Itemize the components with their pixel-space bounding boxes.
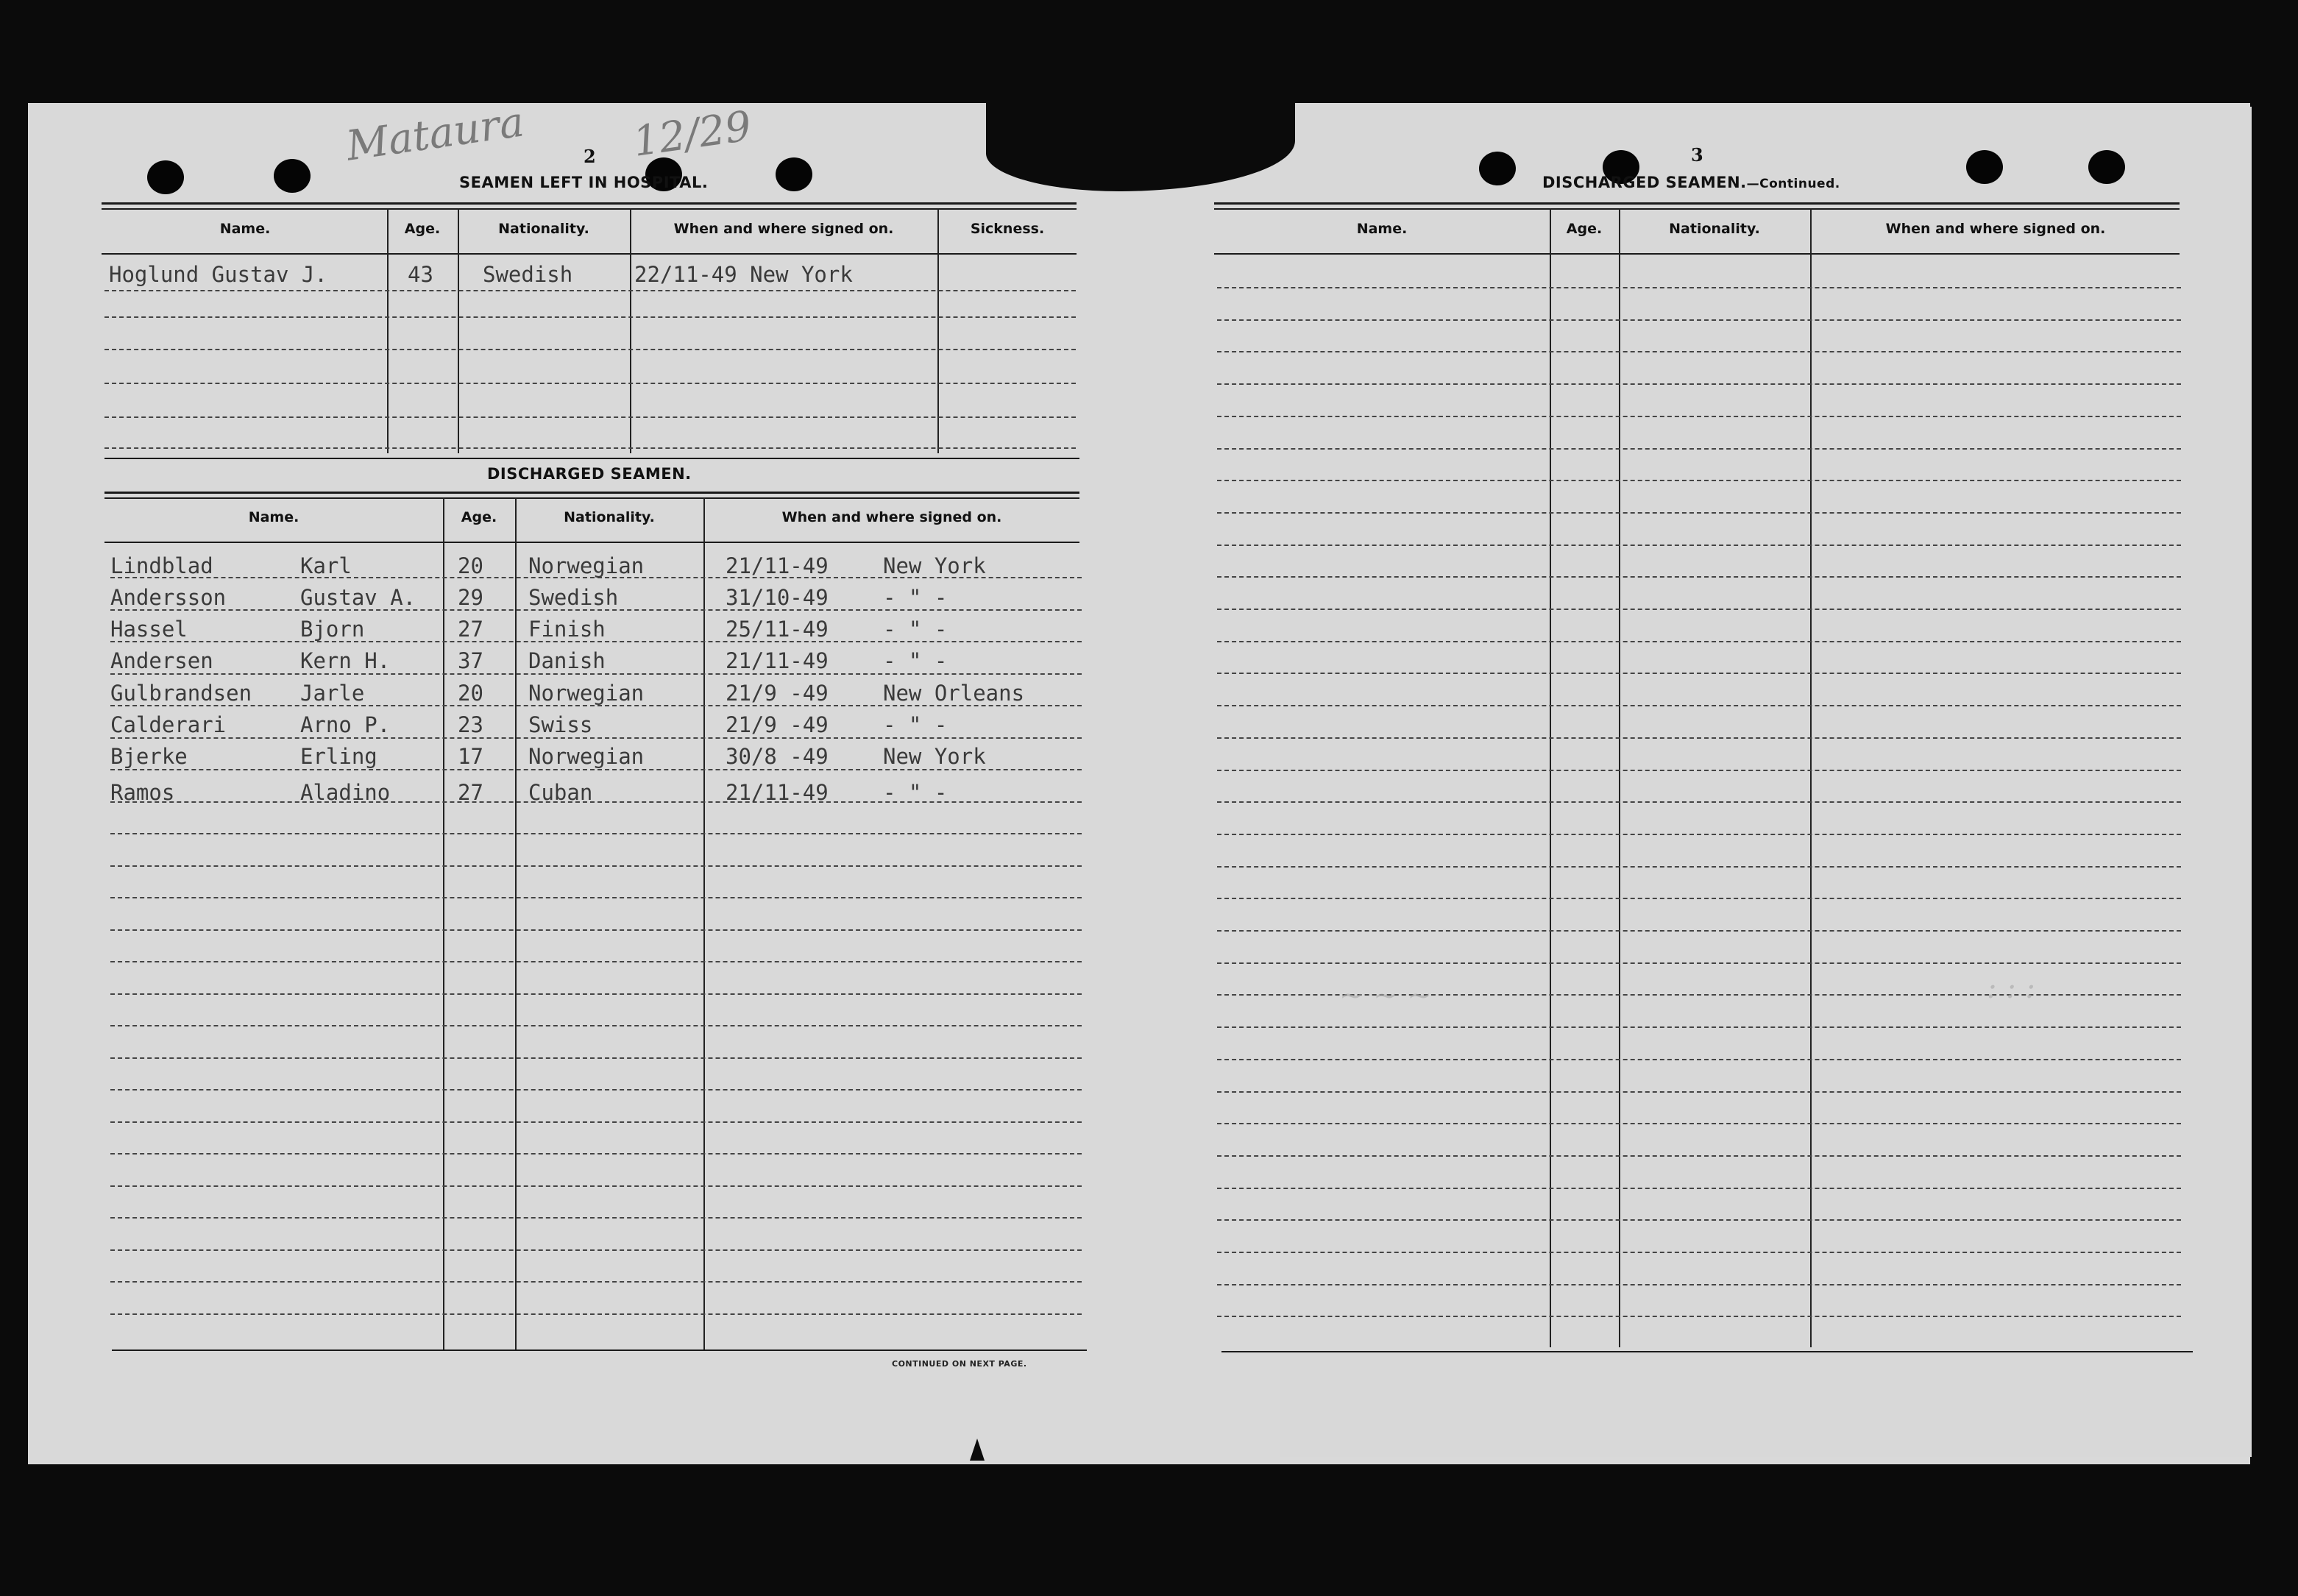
row-line [1217, 383, 2181, 385]
right-top-rule-2 [1214, 208, 2180, 210]
hospital-row-signed-on: 22/11-49 New York [634, 262, 853, 287]
hospital-row-nationality: Swedish [483, 262, 573, 287]
discharged-row-nationality: Swedish [528, 585, 619, 610]
discharged-header-name: Name. [248, 509, 299, 525]
discharged-row-age: 37 [458, 648, 483, 673]
discharged-row-given-name: Erling [300, 744, 377, 769]
row-line [1217, 448, 2181, 450]
handwritten-ship-name: Mataura [343, 98, 528, 171]
row-line [1217, 545, 2181, 546]
hospital-top-rule [102, 202, 1077, 205]
row-line [110, 737, 1082, 739]
discharged-row-date: 21/11-49 [726, 648, 829, 673]
hospital-row-age: 43 [408, 262, 433, 287]
row-line [1217, 351, 2181, 352]
punch-hole [1966, 150, 2003, 184]
right-col-divider [1619, 208, 1620, 1347]
row-line [1217, 1219, 2181, 1221]
row-line [104, 316, 1076, 318]
row-line [110, 1249, 1082, 1251]
hospital-header-age: Age. [404, 221, 441, 237]
row-line [110, 1121, 1082, 1123]
discharged-row-date: 21/9 -49 [726, 681, 829, 706]
hospital-header-rule [102, 253, 1077, 255]
row-line [110, 1313, 1082, 1315]
row-line [1217, 1091, 2181, 1093]
discharged-row-surname: Bjerke [110, 744, 188, 769]
discharged-row-place: - " - [883, 617, 948, 642]
row-line [110, 961, 1082, 962]
right-section-title-main: DISCHARGED SEAMEN. [1542, 174, 1747, 191]
row-line [104, 383, 1076, 384]
row-line [110, 929, 1082, 931]
discharged-row-surname: Gulbrandsen [110, 681, 252, 706]
right-header-rule [1214, 253, 2180, 255]
row-line [104, 290, 1076, 291]
discharged-header-age: Age. [461, 509, 497, 525]
right-header-signed-on: When and where signed on. [1885, 221, 2106, 237]
row-line [1217, 1252, 2181, 1253]
discharged-row-given-name: Gustav A. [300, 585, 416, 610]
discharged-row-given-name: Karl [300, 553, 352, 578]
discharged-row-nationality: Norwegian [528, 553, 645, 578]
row-line [1217, 866, 2181, 868]
continued-note: CONTINUED ON NEXT PAGE. [892, 1359, 1027, 1369]
right-page-sheet [1280, 107, 2252, 1457]
row-line [110, 833, 1082, 834]
row-line [1217, 834, 2181, 835]
row-line [1217, 319, 2181, 321]
right-section-title [1542, 174, 1840, 191]
hospital-header-sickness: Sickness. [970, 221, 1045, 237]
discharged-section-top-rule [104, 458, 1079, 459]
bleed-through-mark: ~ ~ ~ [1339, 979, 1432, 1012]
discharged-col-divider [515, 497, 517, 1349]
row-line [1217, 1026, 2181, 1028]
right-section-title-suffix: —Continued. [1746, 177, 1840, 191]
hospital-top-rule-2 [102, 208, 1077, 210]
row-line [110, 1057, 1082, 1059]
discharged-row-given-name: Jarle [300, 681, 365, 706]
row-line [1217, 962, 2181, 964]
hospital-header-nationality: Nationality. [498, 221, 589, 237]
right-col-divider [1810, 208, 1812, 1347]
right-top-rule [1214, 202, 2180, 205]
row-line [1217, 898, 2181, 899]
row-line [1217, 705, 2181, 706]
punch-hole [776, 157, 812, 191]
row-line [1217, 1155, 2181, 1157]
row-line [110, 865, 1082, 867]
discharged-row-nationality: Finish [528, 617, 606, 642]
discharged-row-date: 21/9 -49 [726, 712, 829, 737]
discharged-row-age: 20 [458, 681, 483, 706]
discharged-row-place: - " - [883, 712, 948, 737]
discharged-row-date: 30/8 -49 [726, 744, 829, 769]
right-header-nationality: Nationality. [1669, 221, 1760, 237]
row-line [104, 447, 1076, 449]
discharged-header-signed-on: When and where signed on. [781, 509, 1002, 525]
discharged-col-divider [703, 497, 705, 1349]
punch-hole [274, 159, 311, 193]
row-line [1217, 1284, 2181, 1285]
row-line [110, 897, 1082, 898]
discharged-row-place: New York [883, 553, 986, 578]
row-line [1217, 480, 2181, 481]
discharged-row-nationality: Norwegian [528, 681, 645, 706]
discharged-row-place: - " - [883, 780, 948, 805]
right-header-age: Age. [1566, 221, 1603, 237]
right-header-name: Name. [1356, 221, 1408, 237]
row-line [1217, 576, 2181, 578]
discharged-row-surname: Andersen [110, 648, 213, 673]
discharged-col-divider [443, 497, 444, 1349]
discharged-row-age: 27 [458, 780, 483, 805]
row-line [110, 1217, 1082, 1219]
punch-hole [147, 160, 184, 194]
discharged-row-given-name: Arno P. [300, 712, 391, 737]
page-number-left: 2 [584, 146, 596, 167]
row-line [110, 1281, 1082, 1283]
row-line [104, 349, 1076, 350]
discharged-top-rule-2 [104, 497, 1079, 499]
discharged-row-date: 31/10-49 [726, 585, 829, 610]
row-line [1217, 1059, 2181, 1060]
discharged-row-given-name: Bjorn [300, 617, 365, 642]
discharged-section-title: DISCHARGED SEAMEN. [487, 465, 692, 483]
row-line [110, 1089, 1082, 1090]
row-line [110, 1185, 1082, 1187]
discharged-row-place: - " - [883, 585, 948, 610]
row-line [1217, 1123, 2181, 1124]
discharged-row-place: New Orleans [883, 681, 1025, 706]
discharged-row-surname: Calderari [110, 712, 227, 737]
hospital-section-title: SEAMEN LEFT IN HOSPITAL. [459, 174, 709, 191]
discharged-header-rule [104, 542, 1079, 543]
discharged-row-surname: Ramos [110, 780, 175, 805]
right-bottom-rule [1221, 1351, 2193, 1352]
row-line [1217, 287, 2181, 288]
discharged-row-date: 25/11-49 [726, 617, 829, 642]
discharged-row-nationality: Cuban [528, 780, 593, 805]
page-number-right: 3 [1691, 144, 1703, 166]
row-line [110, 1025, 1082, 1026]
row-line [104, 416, 1076, 418]
row-line [1217, 641, 2181, 642]
discharged-row-given-name: Kern H. [300, 648, 391, 673]
discharged-row-age: 20 [458, 553, 483, 578]
discharged-row-surname: Lindblad [110, 553, 213, 578]
discharged-row-nationality: Danish [528, 648, 606, 673]
right-col-divider [1550, 208, 1551, 1347]
discharged-row-nationality: Swiss [528, 712, 593, 737]
row-line [110, 673, 1082, 675]
hospital-header-signed-on: When and where signed on. [673, 221, 894, 237]
discharged-top-rule [104, 492, 1079, 494]
discharged-row-date: 21/11-49 [726, 780, 829, 805]
hospital-row-name: Hoglund Gustav J. [109, 262, 327, 287]
discharged-row-surname: Andersson [110, 585, 227, 610]
punch-hole [1479, 152, 1516, 185]
handwritten-date: 12/29 [630, 102, 755, 166]
hospital-header-name: Name. [219, 221, 271, 237]
row-line [1217, 737, 2181, 739]
row-line [110, 1153, 1082, 1155]
row-line [1217, 770, 2181, 771]
discharged-row-place: New York [883, 744, 986, 769]
discharged-row-place: - " - [883, 648, 948, 673]
discharged-row-given-name: Aladino [300, 780, 391, 805]
bleed-through-mark: : : : [1987, 971, 2035, 1005]
bottom-notch [970, 1439, 985, 1461]
row-line [1217, 416, 2181, 417]
discharged-row-surname: Hassel [110, 617, 188, 642]
discharged-row-age: 23 [458, 712, 483, 737]
row-line [1217, 609, 2181, 610]
row-line [1217, 1188, 2181, 1189]
row-line [110, 993, 1082, 995]
row-line [1217, 801, 2181, 803]
discharged-row-date: 21/11-49 [726, 553, 829, 578]
row-line [110, 769, 1082, 770]
discharged-bottom-rule [112, 1349, 1087, 1351]
row-line [1217, 1316, 2181, 1317]
discharged-header-nationality: Nationality. [564, 509, 655, 525]
row-line [1217, 673, 2181, 674]
punch-hole [2088, 150, 2125, 184]
discharged-row-nationality: Norwegian [528, 744, 645, 769]
row-line [1217, 930, 2181, 932]
discharged-row-age: 17 [458, 744, 483, 769]
discharged-row-age: 29 [458, 585, 483, 610]
discharged-row-age: 27 [458, 617, 483, 642]
row-line [1217, 512, 2181, 514]
